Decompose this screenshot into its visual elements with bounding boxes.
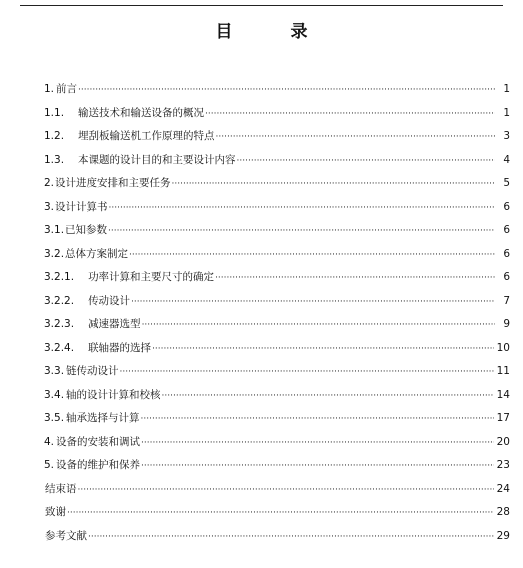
toc-entry-number: 4.	[44, 435, 55, 448]
toc-entry-page: 6	[503, 224, 510, 236]
toc-entry-page: 9	[503, 318, 510, 330]
toc-entry[interactable]	[44, 267, 510, 291]
toc-entry[interactable]	[44, 244, 510, 268]
toc-entry-page: 3	[503, 130, 510, 142]
toc-entry-page: 11	[496, 365, 510, 377]
toc-entry-number: 1.2.	[44, 130, 65, 142]
toc-entry[interactable]	[44, 314, 510, 338]
toc-entry-title: 已知参数	[65, 224, 108, 236]
dot-leader	[237, 151, 495, 171]
toc-entry-number: 3.3.	[44, 365, 65, 377]
toc-entry[interactable]	[44, 385, 510, 409]
toc-entry[interactable]	[44, 361, 510, 385]
toc-entry-page: 6	[503, 200, 510, 213]
toc-entry-page: 20	[496, 435, 510, 448]
dot-leader	[129, 245, 495, 265]
toc-entry-number: 3.4.	[44, 388, 65, 401]
dot-leader	[120, 362, 494, 382]
dot-leader	[162, 386, 494, 406]
dot-leader	[205, 104, 495, 124]
dot-leader	[142, 315, 495, 335]
dot-leader	[67, 503, 494, 523]
toc-entry-title: 传动设计	[88, 294, 131, 307]
toc-entry[interactable]	[44, 432, 510, 456]
dot-leader	[88, 527, 494, 547]
dot-leader	[215, 268, 495, 288]
toc-entry-title: 链传动设计	[66, 365, 119, 377]
toc-entry-title: 设备的安装和调试	[56, 435, 141, 448]
toc-entry-title: 总体方案制定	[65, 247, 129, 260]
dot-leader	[108, 221, 495, 241]
toc-entry-number: 1.	[44, 83, 55, 95]
toc-entry[interactable]	[44, 291, 510, 315]
toc-entry-title: 设计计算书	[55, 200, 108, 213]
toc-entry-page: 17	[496, 412, 510, 424]
toc-entry-page: 1	[503, 83, 510, 95]
toc-entry[interactable]	[44, 150, 510, 174]
dot-leader	[109, 198, 495, 218]
toc-entry-number: 3.5.	[44, 412, 65, 424]
toc-entry-number: 3.2.4.	[44, 341, 75, 354]
toc-entry-number: 2.	[44, 177, 55, 189]
toc-entry[interactable]	[44, 126, 510, 150]
toc-entry-title: 功率计算和主要尺寸的确定	[88, 271, 215, 283]
toc-entry[interactable]	[44, 479, 510, 503]
toc-entry[interactable]	[44, 173, 510, 197]
toc-entry-title: 设计进度安排和主要任务	[55, 177, 171, 189]
dot-leader	[141, 433, 494, 453]
toc-entry-title: 结束语	[45, 482, 77, 495]
toc-entry[interactable]	[44, 408, 510, 432]
toc-entry[interactable]	[44, 79, 510, 103]
dot-leader	[78, 80, 495, 100]
toc-entry-page: 6	[503, 271, 510, 283]
toc-entry-title: 本课题的设计目的和主要设计内容	[78, 153, 236, 166]
page-title: 目 录	[215, 22, 334, 42]
dot-leader	[141, 409, 494, 429]
toc-entry-title: 联轴器的选择	[88, 341, 152, 354]
toc-entry[interactable]	[44, 197, 510, 221]
toc-entry-title: 参考文献	[45, 529, 87, 542]
toc-entry-page: 29	[496, 529, 510, 542]
toc-entry-page: 4	[503, 153, 510, 166]
toc-entry-page: 14	[496, 388, 510, 401]
dot-leader	[152, 339, 494, 359]
toc-entry-number: 3.	[44, 200, 55, 213]
toc-entry-page: 10	[496, 341, 510, 354]
toc-entry-page: 28	[496, 506, 510, 518]
toc-entry[interactable]	[44, 220, 510, 244]
toc-entry[interactable]	[44, 455, 510, 479]
toc-entry-number: 3.2.3.	[44, 318, 75, 330]
dot-leader	[216, 127, 495, 147]
toc-entry[interactable]	[44, 502, 510, 526]
toc-entry-title: 前言	[56, 83, 78, 95]
toc-entry-page: 5	[503, 177, 510, 189]
toc-entry-page: 6	[503, 247, 510, 260]
header-rule	[20, 5, 503, 6]
table-of-contents	[44, 79, 510, 549]
dot-leader	[172, 174, 495, 194]
toc-entry-page: 1	[503, 106, 510, 119]
dot-leader	[141, 456, 494, 476]
toc-entry-page: 24	[496, 482, 510, 495]
toc-entry[interactable]	[44, 338, 510, 362]
toc-entry[interactable]	[44, 526, 510, 550]
toc-entry-title: 设备的维护和保养	[56, 459, 141, 471]
toc-entry-number: 3.2.	[44, 247, 65, 260]
toc-entry-number: 3.1.	[44, 224, 65, 236]
toc-entry-title: 输送技术和输送设备的概况	[78, 106, 205, 119]
toc-entry-title: 减速器选型	[88, 318, 141, 330]
dot-leader	[131, 292, 495, 312]
toc-entry-number: 3.2.1.	[44, 271, 75, 283]
dot-leader	[78, 480, 494, 500]
toc-entry-page: 23	[496, 459, 510, 471]
toc-entry-title: 致谢	[45, 506, 66, 518]
toc-entry-title: 埋刮板输送机工作原理的特点	[78, 130, 215, 142]
toc-entry-title: 轴的设计计算和校核	[66, 388, 161, 401]
toc-entry-number: 1.3.	[44, 153, 65, 166]
toc-entry[interactable]	[44, 103, 510, 127]
toc-entry-page: 7	[503, 294, 510, 307]
toc-entry-number: 5.	[44, 459, 55, 471]
toc-entry-title: 轴承选择与计算	[66, 412, 140, 424]
toc-entry-number: 3.2.2.	[44, 294, 75, 307]
toc-entry-number: 1.1.	[44, 106, 65, 119]
